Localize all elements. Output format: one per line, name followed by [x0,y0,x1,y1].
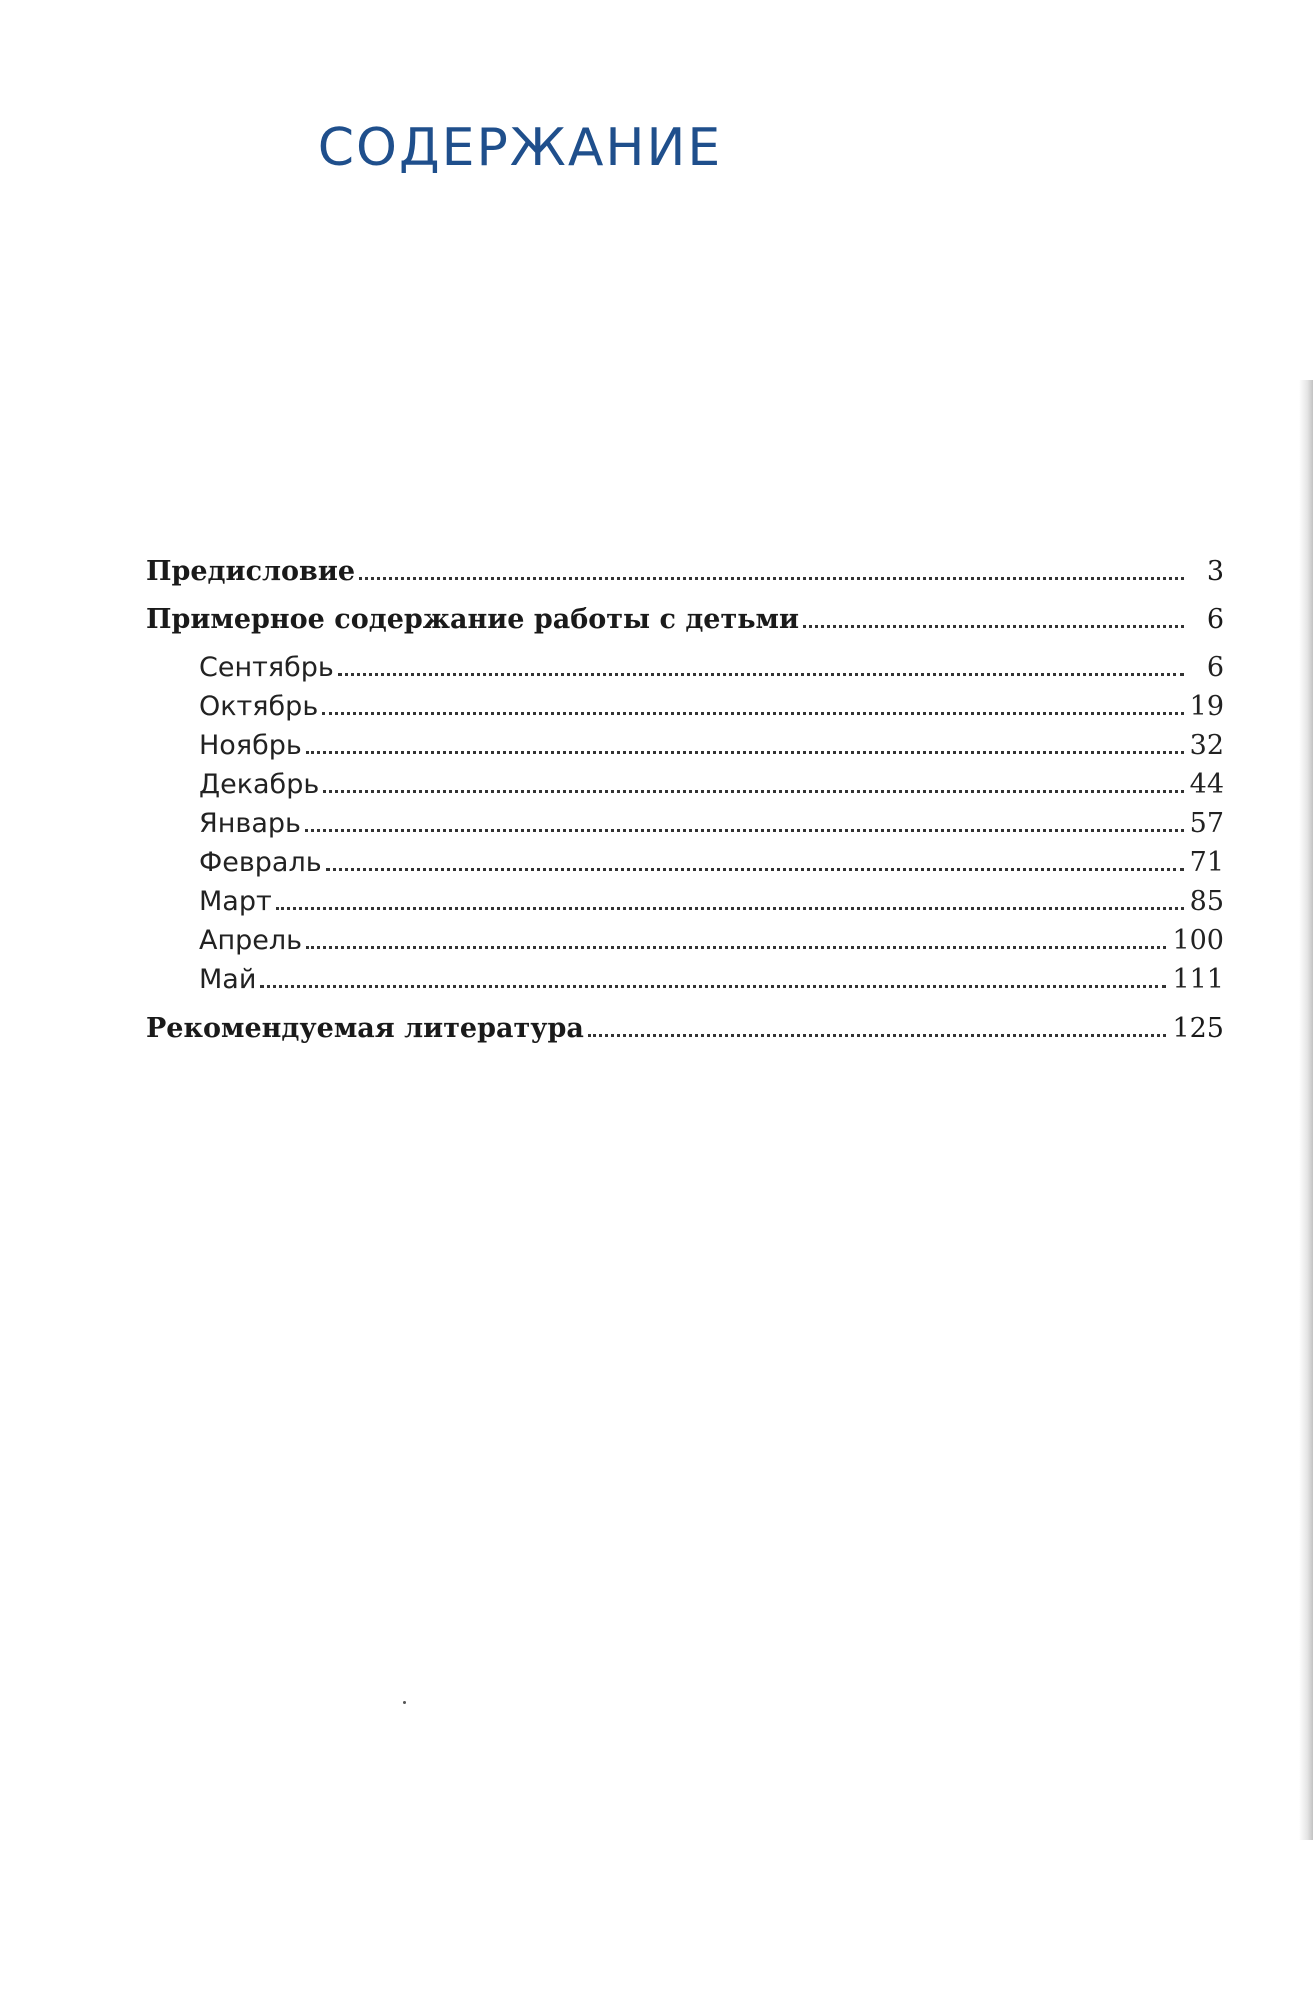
dot-leader [323,790,1183,793]
toc-entry-label: Сентябрь [199,652,334,683]
toc-entry-january[interactable] [146,808,1224,847]
toc-entry-label: Май [199,964,257,995]
toc-entry-february[interactable] [146,847,1224,886]
dot-leader [338,673,1184,676]
scan-speck [403,1701,406,1704]
toc-entry-page-number: 100 [1172,925,1224,956]
toc-entry-page-number: 19 [1189,691,1224,722]
toc-entry-page-number: 111 [1172,964,1224,995]
dot-leader [803,625,1184,628]
toc-entry-page-number: 6 [1206,604,1224,635]
toc-entry-may[interactable] [146,964,1224,1003]
toc-entry-page-number: 71 [1189,847,1224,878]
toc-entry-label: Примерное содержание работы с детьми [146,604,800,635]
dot-leader [306,946,1166,949]
toc-entry-december[interactable] [146,769,1224,808]
scan-edge-shadow [1299,380,1313,1840]
table-of-contents [146,556,1224,1061]
dot-leader [305,829,1184,832]
dot-leader [322,712,1183,715]
toc-entry-page-number: 85 [1189,886,1224,917]
toc-entry-september[interactable] [146,652,1224,691]
toc-entry-november[interactable] [146,730,1224,769]
toc-entry-page-number: 3 [1206,556,1224,587]
toc-entry-label: Рекомендуемая литература [146,1013,584,1044]
toc-entry-literature[interactable] [146,1013,1224,1061]
toc-entry-label: Февраль [199,847,322,878]
toc-entry-preface[interactable] [146,556,1224,604]
toc-entry-label: Предисловие [146,556,356,587]
dot-leader [260,985,1166,988]
toc-entry-label: Октябрь [199,691,319,722]
toc-entry-label: Декабрь [199,769,320,800]
page-title: СОДЕРЖАНИЕ [317,118,723,178]
toc-entry-page-number: 44 [1189,769,1224,800]
toc-entry-march[interactable] [146,886,1224,925]
toc-entry-page-number: 6 [1206,652,1224,683]
toc-entry-page-number: 57 [1189,808,1224,839]
dot-leader [326,868,1184,871]
toc-entry-april[interactable] [146,925,1224,964]
dot-leader [588,1034,1167,1037]
toc-entry-label: Январь [199,808,301,839]
dot-leader [306,751,1184,754]
toc-entry-label: Март [199,886,272,917]
toc-entry-label: Ноябрь [199,730,302,761]
toc-entry-main-section[interactable] [146,604,1224,652]
toc-entry-page-number: 125 [1172,1013,1224,1044]
toc-entry-label: Апрель [199,925,303,956]
dot-leader [276,907,1184,910]
dot-leader [359,577,1184,580]
toc-entry-october[interactable] [146,691,1224,730]
toc-entry-page-number: 32 [1189,730,1224,761]
